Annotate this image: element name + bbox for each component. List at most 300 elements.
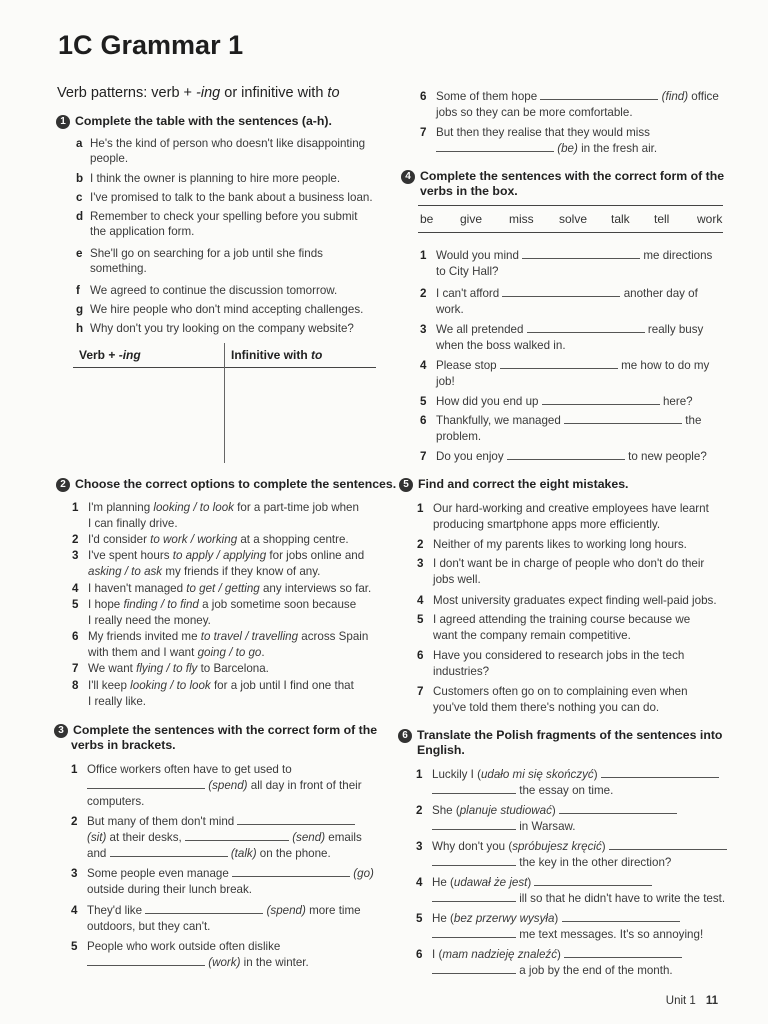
item-text: Would you mind <box>436 249 519 262</box>
answer-blank[interactable] <box>562 911 680 922</box>
item-text: in Warsaw. <box>519 820 576 833</box>
list-item <box>71 814 381 862</box>
exercise-instruction: Choose the correct options to complete the sentences. <box>75 477 397 491</box>
item-text: I think the owner is planning to hire more people. <box>90 172 341 185</box>
item-number: 4 <box>416 876 423 889</box>
polish-fragment: spróbujesz kręcić <box>512 840 602 853</box>
item-line <box>436 413 701 429</box>
item-text: for jobs online and <box>266 549 365 562</box>
item-letter: h <box>76 322 84 335</box>
item-text: want the company remain competitive. <box>433 629 631 642</box>
item-text: She'll go on searching for a job until she finds <box>90 247 323 260</box>
list-item <box>76 136 386 168</box>
item-text: But then they realise that they would miss <box>436 126 650 139</box>
item-line <box>88 581 371 597</box>
list-item <box>72 548 382 580</box>
item-text: How did you end up <box>436 395 539 408</box>
answer-blank[interactable] <box>436 141 554 152</box>
item-text: Why don't you try looking on the company website? <box>90 322 354 335</box>
subtitle-part: or infinitive with <box>220 85 328 101</box>
answer-blank[interactable] <box>542 394 660 405</box>
item-text: here? <box>662 395 693 408</box>
item-number: 4 <box>72 582 79 595</box>
item-text: to Barcelona. <box>197 662 269 675</box>
item-number: 2 <box>71 815 78 828</box>
item-text: computers. <box>87 795 145 808</box>
item-line <box>432 963 673 979</box>
item-text: the essay on time. <box>519 784 614 797</box>
item-letter: g <box>76 303 84 316</box>
item-text: problem. <box>436 430 482 443</box>
item-number: 4 <box>71 904 78 917</box>
answer-blank[interactable] <box>432 963 516 974</box>
item-text: really busy <box>647 323 704 336</box>
section-title: Grammar 1 <box>100 30 244 60</box>
item-text: I'll keep <box>88 679 131 692</box>
item-line <box>88 500 359 516</box>
answer-blank[interactable] <box>564 947 682 958</box>
word-box-item: solve <box>559 212 588 226</box>
item-text: Please stop <box>436 359 497 372</box>
item-text: job! <box>436 375 455 388</box>
verb-hint: (work) <box>208 956 241 969</box>
list-item <box>416 947 726 979</box>
item-text: my friends if they know of any. <box>162 565 321 578</box>
option-choice: going / to go <box>197 646 262 659</box>
answer-blank[interactable] <box>522 248 640 259</box>
word-box-item: work <box>697 212 723 226</box>
answer-blank[interactable] <box>502 286 620 297</box>
item-text: Office workers often have to get used to <box>87 763 292 776</box>
item-number: 6 <box>72 630 79 643</box>
item-text: the application form. <box>90 225 195 238</box>
list-item <box>416 875 726 907</box>
item-number: 5 <box>420 395 427 408</box>
item-text: across Spain <box>298 630 369 643</box>
exercise-3-heading <box>54 723 377 753</box>
verb-hint: (spend) <box>208 779 248 792</box>
list-item <box>72 678 382 710</box>
list-item <box>417 556 727 588</box>
item-letter: d <box>76 210 84 223</box>
item-line <box>88 564 320 580</box>
item-number: 5 <box>71 940 78 953</box>
answer-table <box>73 343 376 463</box>
item-text: a job by the end of the month. <box>519 964 673 977</box>
item-number: 5 <box>417 613 424 626</box>
item-text: office <box>688 90 719 103</box>
item-line <box>436 248 712 264</box>
verb-hint: (go) <box>353 867 374 880</box>
item-text: I'd consider <box>88 533 151 546</box>
polish-fragment: planuje studiować <box>459 804 552 817</box>
item-text: me directions <box>643 249 713 262</box>
item-text: more time <box>305 904 361 917</box>
item-number: 8 <box>72 679 79 692</box>
answer-blank[interactable] <box>87 955 205 966</box>
item-text: I've spent hours <box>88 549 173 562</box>
item-text: me text messages. It's so annoying! <box>519 928 704 941</box>
list-item <box>420 322 725 354</box>
list-item <box>416 839 726 871</box>
item-line <box>88 597 356 613</box>
word-box-item: give <box>460 212 483 226</box>
item-text: for a job until I find one that <box>210 679 354 692</box>
exercise-instruction: verbs in brackets. <box>71 738 176 752</box>
item-text: ) <box>554 912 559 925</box>
polish-fragment: bez przerwy wysyła <box>453 912 555 925</box>
page-number: 11 <box>705 995 718 1007</box>
item-text: Remember to check your spelling before you submit <box>90 210 358 223</box>
item-letter: a <box>76 137 83 150</box>
item-line <box>432 911 680 927</box>
exercise-instruction: Find and correct the eight mistakes. <box>418 477 629 491</box>
option-choice: looking / to look <box>130 679 211 692</box>
item-text: outdoors, but they can't. <box>87 920 211 933</box>
item-text: I ( <box>432 948 443 961</box>
list-item <box>71 762 381 810</box>
word-box-item: be <box>420 212 434 226</box>
verb-hint: (be) <box>557 142 578 155</box>
page-title <box>58 30 243 61</box>
item-text: I don't want be in charge of people who don't do their <box>433 557 705 570</box>
exercise-instruction: verbs in the box. <box>420 184 518 198</box>
list-item <box>420 286 725 318</box>
item-line <box>436 322 703 338</box>
item-line <box>432 767 719 783</box>
item-number: 2 <box>72 533 79 546</box>
item-line <box>88 629 368 645</box>
item-text: He ( <box>432 876 454 889</box>
item-text: jobs so they can be more comfortable. <box>436 106 633 119</box>
word-box-item: tell <box>654 212 670 226</box>
item-text: something. <box>90 262 147 275</box>
item-text: emails <box>325 831 362 844</box>
item-text: to City Hall? <box>436 265 499 278</box>
verb-hint: (send) <box>292 831 326 844</box>
polish-fragment: mam nadzieję znaleźć <box>442 948 558 961</box>
exercise-1-heading <box>56 114 332 129</box>
item-text: I really like. <box>88 695 146 708</box>
verb-hint: (talk) <box>230 847 257 860</box>
exercise-instruction: English. <box>417 743 465 757</box>
answer-blank[interactable] <box>145 903 263 914</box>
item-text: We want <box>88 662 137 675</box>
item-text: Most university graduates expect finding well-paid jobs. <box>433 594 717 607</box>
item-text: a job sometime soon because <box>198 598 357 611</box>
item-number: 2 <box>420 287 427 300</box>
list-item <box>416 767 726 799</box>
option-choice: to work / working <box>150 533 238 546</box>
list-item <box>420 248 725 280</box>
item-text: They'd like <box>87 904 143 917</box>
header-part: -ing <box>118 348 141 362</box>
item-line <box>436 449 707 465</box>
answer-blank[interactable] <box>609 839 727 850</box>
item-text: ) <box>593 768 598 781</box>
item-number: 6 <box>416 948 423 961</box>
exercise-number-badge: 1 <box>56 115 70 129</box>
verb-hint: (spend) <box>266 904 306 917</box>
item-number: 6 <box>420 90 427 103</box>
header-part: Infinitive with <box>231 348 311 362</box>
answer-blank[interactable] <box>237 814 355 825</box>
item-line <box>432 855 671 871</box>
polish-fragment: udawał że jest <box>453 876 528 889</box>
option-choice: to get / getting <box>186 582 260 595</box>
item-number: 1 <box>416 768 423 781</box>
exercise-4-heading <box>401 169 724 199</box>
item-text: work. <box>436 303 464 316</box>
list-item <box>420 89 730 121</box>
item-text: I haven't managed <box>88 582 187 595</box>
item-text: in the fresh air. <box>577 142 658 155</box>
item-text: people. <box>90 152 129 165</box>
item-text: Thankfully, we managed <box>436 414 561 427</box>
item-letter: f <box>76 284 80 297</box>
answer-blank[interactable] <box>540 89 658 100</box>
item-text: Customers often go on to complaining even when <box>433 685 688 698</box>
item-text: on the phone. <box>256 847 331 860</box>
exercise-number-badge: 4 <box>401 170 415 184</box>
list-item <box>72 500 382 532</box>
item-text: We agreed to continue the discussion tomorrow. <box>90 284 338 297</box>
item-number: 7 <box>417 685 424 698</box>
item-number: 1 <box>417 502 424 515</box>
section-code: 1C <box>58 30 93 60</box>
answer-blank[interactable] <box>87 778 205 789</box>
item-line <box>432 875 652 891</box>
exercise-number-badge: 3 <box>54 724 68 738</box>
item-number: 6 <box>420 414 427 427</box>
item-text: with them and I want <box>88 646 198 659</box>
answer-blank[interactable] <box>564 413 682 424</box>
exercise-instruction: Translate the Polish fragments of the sentences into <box>417 728 723 742</box>
item-text: you've told them there's nothing you can do. <box>433 701 660 714</box>
item-text: at their desks, <box>106 831 185 844</box>
word-box <box>418 205 723 233</box>
item-number: 5 <box>72 598 79 611</box>
item-line <box>432 927 703 943</box>
list-item <box>417 612 727 644</box>
exercise-number-badge: 2 <box>56 478 70 492</box>
item-number: 3 <box>71 867 78 880</box>
exercise-number-badge: 6 <box>398 729 412 743</box>
option-choice: flying / to fly <box>136 662 198 675</box>
item-text: outside during their lunch break. <box>87 883 252 896</box>
list-item <box>416 911 726 943</box>
item-text: the key in the other direction? <box>519 856 672 869</box>
answer-blank[interactable] <box>432 927 516 938</box>
item-text: Luckily I ( <box>432 768 481 781</box>
item-number: 6 <box>417 649 424 662</box>
verb-hint: (find) <box>661 90 689 103</box>
item-text: and <box>87 847 110 860</box>
table-header-infinitive <box>231 348 322 362</box>
item-text: producing smartphone apps more efficiently. <box>433 518 661 531</box>
item-line <box>432 947 682 963</box>
item-text: Why don't you ( <box>432 840 513 853</box>
item-line <box>432 839 727 855</box>
item-text: the <box>685 414 702 427</box>
answer-blank[interactable] <box>432 783 516 794</box>
item-line <box>436 286 698 302</box>
item-text: all day in front of their <box>247 779 362 792</box>
item-number: 3 <box>417 557 424 570</box>
item-text: But many of them don't mind <box>87 815 235 828</box>
header-part: to <box>311 348 323 362</box>
item-number: 5 <box>416 912 423 925</box>
item-text: another day of <box>623 287 698 300</box>
item-number: 3 <box>72 549 79 562</box>
item-line <box>436 394 693 410</box>
item-number: 1 <box>420 249 427 262</box>
list-item <box>420 413 725 445</box>
list-item <box>76 209 386 241</box>
exercise-number-badge: 5 <box>399 478 413 492</box>
list-item <box>417 648 727 680</box>
item-line <box>88 645 265 661</box>
item-text: People who work outside often dislike <box>87 940 281 953</box>
unit-label: Unit 1 <box>665 995 696 1007</box>
table-header-verb-ing <box>79 348 141 362</box>
list-item <box>71 866 381 898</box>
answer-blank[interactable] <box>601 767 719 778</box>
page-footer <box>666 995 718 1007</box>
item-number: 1 <box>71 763 78 776</box>
section-subtitle <box>57 85 340 101</box>
item-number: 7 <box>420 126 427 139</box>
item-number: 4 <box>417 594 424 607</box>
item-line <box>432 783 613 799</box>
subtitle-part: Verb patterns: verb + <box>57 85 197 101</box>
verb-hint: (sit) <box>87 831 107 844</box>
answer-blank[interactable] <box>507 449 625 460</box>
item-text: I'm planning <box>88 501 154 514</box>
subtitle-part: to <box>327 85 340 101</box>
item-line <box>88 532 349 548</box>
item-text: Some people even manage <box>87 867 229 880</box>
option-choice: asking / to ask <box>88 565 163 578</box>
answer-blank[interactable] <box>232 866 350 877</box>
list-item <box>416 803 726 835</box>
item-line <box>88 661 269 677</box>
list-item <box>76 246 386 278</box>
item-letter: c <box>76 191 83 204</box>
item-number: 2 <box>416 804 423 817</box>
exercise-instruction: Complete the table with the sentences (a-h). <box>75 114 332 128</box>
word-box-item: miss <box>509 212 534 226</box>
item-text: She ( <box>432 804 460 817</box>
item-number: 7 <box>72 662 79 675</box>
subtitle-part: -ing <box>196 85 221 101</box>
exercise-2-heading <box>56 477 396 492</box>
list-item <box>71 939 381 971</box>
item-number: 3 <box>416 840 423 853</box>
item-text: in the winter. <box>240 956 309 969</box>
item-text: My friends invited me <box>88 630 201 643</box>
exercise-instruction: Complete the sentences with the correct form of the <box>73 723 378 737</box>
option-choice: finding / to find <box>123 598 199 611</box>
answer-blank[interactable] <box>432 819 516 830</box>
answer-blank[interactable] <box>432 891 516 902</box>
item-text: at a shopping centre. <box>237 533 349 546</box>
item-text: Have you considered to research jobs in the tech <box>433 649 685 662</box>
table-column-divider <box>224 343 225 463</box>
list-item <box>420 358 725 390</box>
answer-blank[interactable] <box>534 875 652 886</box>
answer-blank[interactable] <box>432 855 516 866</box>
answer-blank[interactable] <box>110 846 228 857</box>
item-text: me how to do my <box>621 359 710 372</box>
item-letter: b <box>76 172 84 185</box>
item-text: I really need the money. <box>88 614 211 627</box>
item-number: 2 <box>417 538 424 551</box>
item-line <box>88 548 364 564</box>
item-text: when the boss walked in. <box>436 339 566 352</box>
item-text: We hire people who don't mind accepting challenges. <box>90 303 364 316</box>
item-text: Do you enjoy <box>436 450 504 463</box>
item-line <box>88 678 354 694</box>
item-text: to new people? <box>628 450 707 463</box>
item-number: 3 <box>420 323 427 336</box>
exercise-5-heading <box>399 477 628 492</box>
item-text: ill so that he didn't have to write the test. <box>519 892 726 905</box>
item-line <box>436 358 709 374</box>
list-item <box>72 629 382 661</box>
item-text: for a part-time job when <box>233 501 359 514</box>
exercise-instruction: Complete the sentences with the correct form of the <box>420 169 725 183</box>
item-text: He's the kind of person who doesn't like disappointing <box>90 137 366 150</box>
item-text: Some of them hope <box>436 90 538 103</box>
answer-blank[interactable] <box>500 358 618 369</box>
item-text: ) <box>601 840 606 853</box>
list-item <box>417 501 727 533</box>
item-text: any interviews so far. <box>259 582 372 595</box>
item-text: I've promised to talk to the bank about a business loan. <box>90 191 373 204</box>
exercise-6-heading <box>398 728 722 758</box>
list-item <box>72 597 382 629</box>
item-text: ) <box>557 948 561 961</box>
item-line <box>432 891 725 907</box>
item-text: I can't afford <box>436 287 500 300</box>
item-text: I can finally drive. <box>88 517 178 530</box>
word-box-item: talk <box>611 212 630 226</box>
item-text: We all pretended <box>436 323 524 336</box>
item-text: I hope <box>88 598 124 611</box>
list-item <box>71 903 381 935</box>
answer-blank[interactable] <box>559 803 677 814</box>
item-line <box>432 819 576 835</box>
item-text: . <box>261 646 265 659</box>
item-text: jobs well. <box>433 573 481 586</box>
option-choice: to apply / applying <box>172 549 267 562</box>
answer-blank[interactable] <box>185 830 289 841</box>
list-item <box>417 684 727 716</box>
item-number: 4 <box>420 359 427 372</box>
option-choice: looking / to look <box>153 501 234 514</box>
item-text: He ( <box>432 912 454 925</box>
item-text: Our hard-working and creative employees have learnt <box>433 502 709 515</box>
item-line <box>432 803 677 819</box>
polish-fragment: udało mi się skończyć <box>480 768 594 781</box>
item-text: ) <box>551 804 556 817</box>
item-text: Neither of my parents likes to working long hours. <box>433 538 687 551</box>
list-item <box>420 125 730 157</box>
item-text: industries? <box>433 665 490 678</box>
item-number: 7 <box>420 450 427 463</box>
answer-blank[interactable] <box>527 322 645 333</box>
